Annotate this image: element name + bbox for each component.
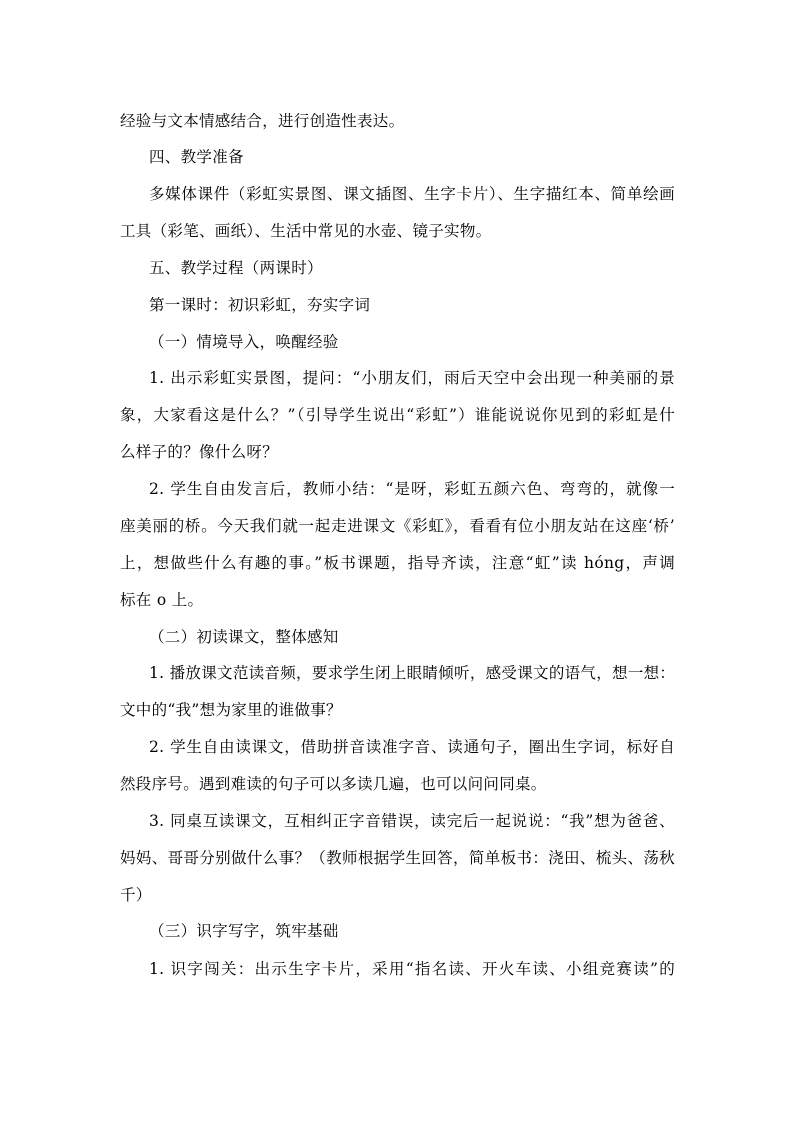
text-line: 然段序号。遇到难读的句子可以多读几遍，也可以问问同桌。 xyxy=(120,775,547,793)
subsection-heading: （三）识字写字，筑牢基础 xyxy=(149,922,339,940)
lesson-heading: 第一课时：初识彩虹，夯实字词 xyxy=(149,296,371,314)
text-line: 2. 学生自由发言后，教师小结：“是呀，彩虹五颜六色、弯弯的，就像一 xyxy=(149,480,675,498)
text-line: 经验与文本情感结合，进行创造性表达。 xyxy=(120,112,405,130)
text-line: 工具（彩笔、画纸）、生活中常见的水壶、镜子实物。 xyxy=(120,222,492,240)
text-line: 文中的“我”想为家里的谁做事？ xyxy=(120,701,342,719)
text-line: 座美丽的桥。今天我们就一起走进课文《彩虹》，看看有位小朋友站在这座‘桥’ xyxy=(120,517,675,535)
text-line: 1. 播放课文范读音频，要求学生闭上眼睛倾听，感受课文的语气，想一想： xyxy=(149,664,676,682)
text-line: 多媒体课件（彩虹实景图、课文插图、生字卡片）、生字描红本、简单绘画 xyxy=(149,185,675,203)
text-line: 2. 学生自由读课文，借助拼音读准字音、读通句子，圈出生字词，标好自 xyxy=(149,738,675,756)
text-line: 1. 识字闯关：出示生字卡片，采用“指名读、开火车读、小组竞赛读”的 xyxy=(149,960,675,978)
subsection-heading: （二）初读课文，整体感知 xyxy=(149,628,339,646)
text-line: 标在 o 上。 xyxy=(120,591,204,609)
text-line: 妈妈、哥哥分别做什么事？（教师根据学生回答，简单板书：浇田、梳头、荡秋 xyxy=(120,849,675,867)
text-line: 千） xyxy=(120,886,152,904)
text-line: 么样子的？像什么呀？ xyxy=(120,443,279,461)
text-line: 1. 出示彩虹实景图，提问：“小朋友们，雨后天空中会出现一种美丽的景 xyxy=(149,369,675,387)
subsection-heading: （一）情境导入，唤醒经验 xyxy=(149,333,339,351)
section-heading: 五、教学过程（两课时） xyxy=(149,259,323,277)
text-line: 上，想做些什么有趣的事。”板书课题，指导齐读，注意“虹”读 hóng，声调 xyxy=(120,554,675,572)
section-heading: 四、教学准备 xyxy=(149,148,244,166)
text-line: 象，大家看这是什么？”（引导学生说出“彩虹”）谁能说说你见到的彩虹是什 xyxy=(120,406,675,424)
text-line: 3. 同桌互读课文，互相纠正字音错误，读完后一起说说：“我”想为爸爸、 xyxy=(149,812,675,830)
